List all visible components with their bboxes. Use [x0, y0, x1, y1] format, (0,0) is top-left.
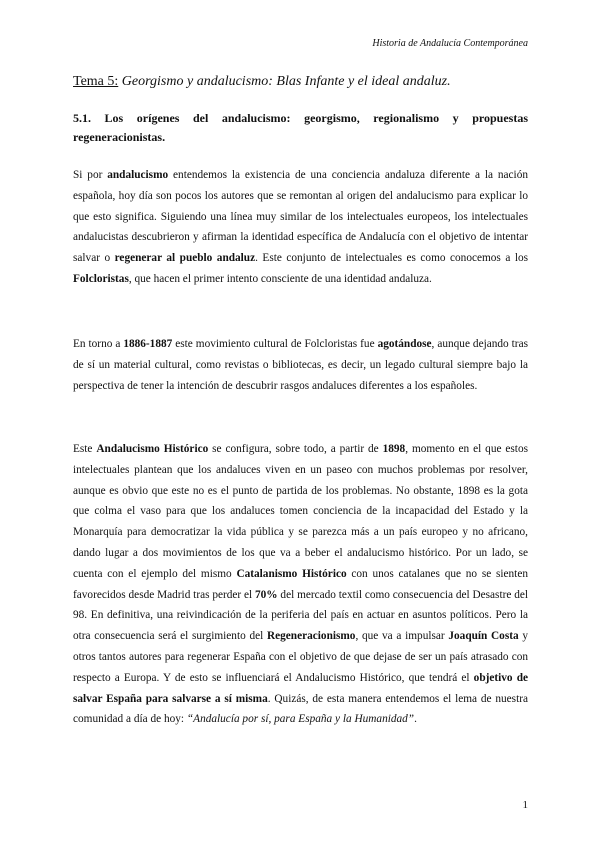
text-run: Si por	[73, 169, 108, 181]
text-run: . Este conjunto de intelectuales es como conocemos a los	[255, 252, 529, 265]
emphasis-bold: Joaquín Costa	[448, 630, 519, 643]
emphasis-bold: 70%	[255, 588, 278, 601]
text-run: .	[414, 713, 417, 726]
text-run: , momento en el que estos intelectuales plantean que los andaluces viven en un paseo con muchos problemas por resolver, aunque es obvio que este no es el punto de partida de los problemas. No obstante, 1898 es la gota que colma el vaso para que los andaluces tomen conciencia de la incapacidad del Estado y la Monarquía para democratizar la vida pública y se parezca más a un país europeo y no africano, dando lugar a dos movimientos de los que va a beber el andalucismo histórico. Por un lado, se cuenta con el ejemplo del mismo	[73, 443, 528, 580]
emphasis-bold: Andalucismo Histórico	[96, 443, 209, 455]
text-run: con unos catalanes que no se sienten favorecidos desde Madrid tras perder el	[73, 567, 528, 601]
topic-subtitle: Georgismo y andalucismo: Blas Infante y el ideal andaluz.	[118, 74, 451, 89]
paragraph-3	[73, 439, 528, 730]
page-number: 1	[522, 799, 528, 811]
text-run: , que va a impulsar	[355, 630, 449, 643]
text-run: entendemos la existencia de una conciencia andaluza diferente a la nación española, hoy día son pocos los autores que se remontan al origen del andalucismo para explicar lo que esto significa. Siguiendo una línea muy similar de los intelectuales europeos, los intelectuales andalucistas descubrieron y afirman la identidad específica de Andalucía con el objetivo de intentar salvar o	[73, 169, 528, 265]
emphasis-bold: Regeneracionismo	[266, 630, 356, 643]
emphasis-italic: “Andalucía por sí, para España y la Humanidad”	[186, 713, 415, 726]
text-run: En torno a	[73, 338, 124, 350]
page-title	[73, 74, 451, 90]
text-run: del mercado textil como consecuencia del Desastre del 98. En definitiva, una reivindicación de la periferia del país en actuar en asuntos políticos. Pero la otra consecuencia será el surgimiento del	[73, 588, 528, 643]
emphasis-bold: Folcloristas	[73, 272, 129, 285]
emphasis-bold: 1886-1887	[123, 338, 173, 350]
section-heading: 5.1. Los orígenes del andalucismo: georgismo, regionalismo y propuestas regeneracionistas.	[73, 111, 528, 144]
text-run: Este	[73, 443, 97, 455]
text-run: , aunque dejando tras de sí un material cultural, como revistas o bibliotecas, es decir, un legado cultural siempre bajo la perspectiva de tener la intención de descubrir rasgos andaluces diferentes a los españoles.	[73, 338, 528, 392]
emphasis-bold: agotándose	[377, 338, 432, 350]
text-run: , que hacen el primer intento consciente de una identidad andaluza.	[128, 272, 432, 285]
emphasis-bold: Catalanismo Histórico	[236, 567, 347, 580]
paragraph-2	[73, 334, 528, 396]
text-run: y otros tantos autores para regenerar España con el objetivo de que dejase de ser un país atrasado con respecto a Europa. Y de esto se influenciará el Andalucismo Histórico, que tendrá el	[73, 630, 529, 684]
emphasis-bold: objetivo de salvar España para salvarse a sí misma	[73, 671, 528, 705]
text-run: . Quizás, de esta manera entendemos el lema de nuestra comunidad a día de hoy:	[73, 692, 528, 726]
text-run: este movimiento cultural de Folcloristas fue	[172, 338, 378, 350]
text-run: se configura, sobre todo, a partir de	[208, 443, 383, 455]
topic-label: Tema 5:	[73, 74, 119, 89]
paragraph-1	[73, 165, 528, 290]
emphasis-bold: 1898	[382, 443, 406, 455]
emphasis-bold: andalucismo	[107, 169, 169, 181]
emphasis-bold: regenerar al pueblo andaluz	[114, 252, 256, 265]
running-header: Historia de Andalucía Contemporánea	[372, 38, 528, 49]
